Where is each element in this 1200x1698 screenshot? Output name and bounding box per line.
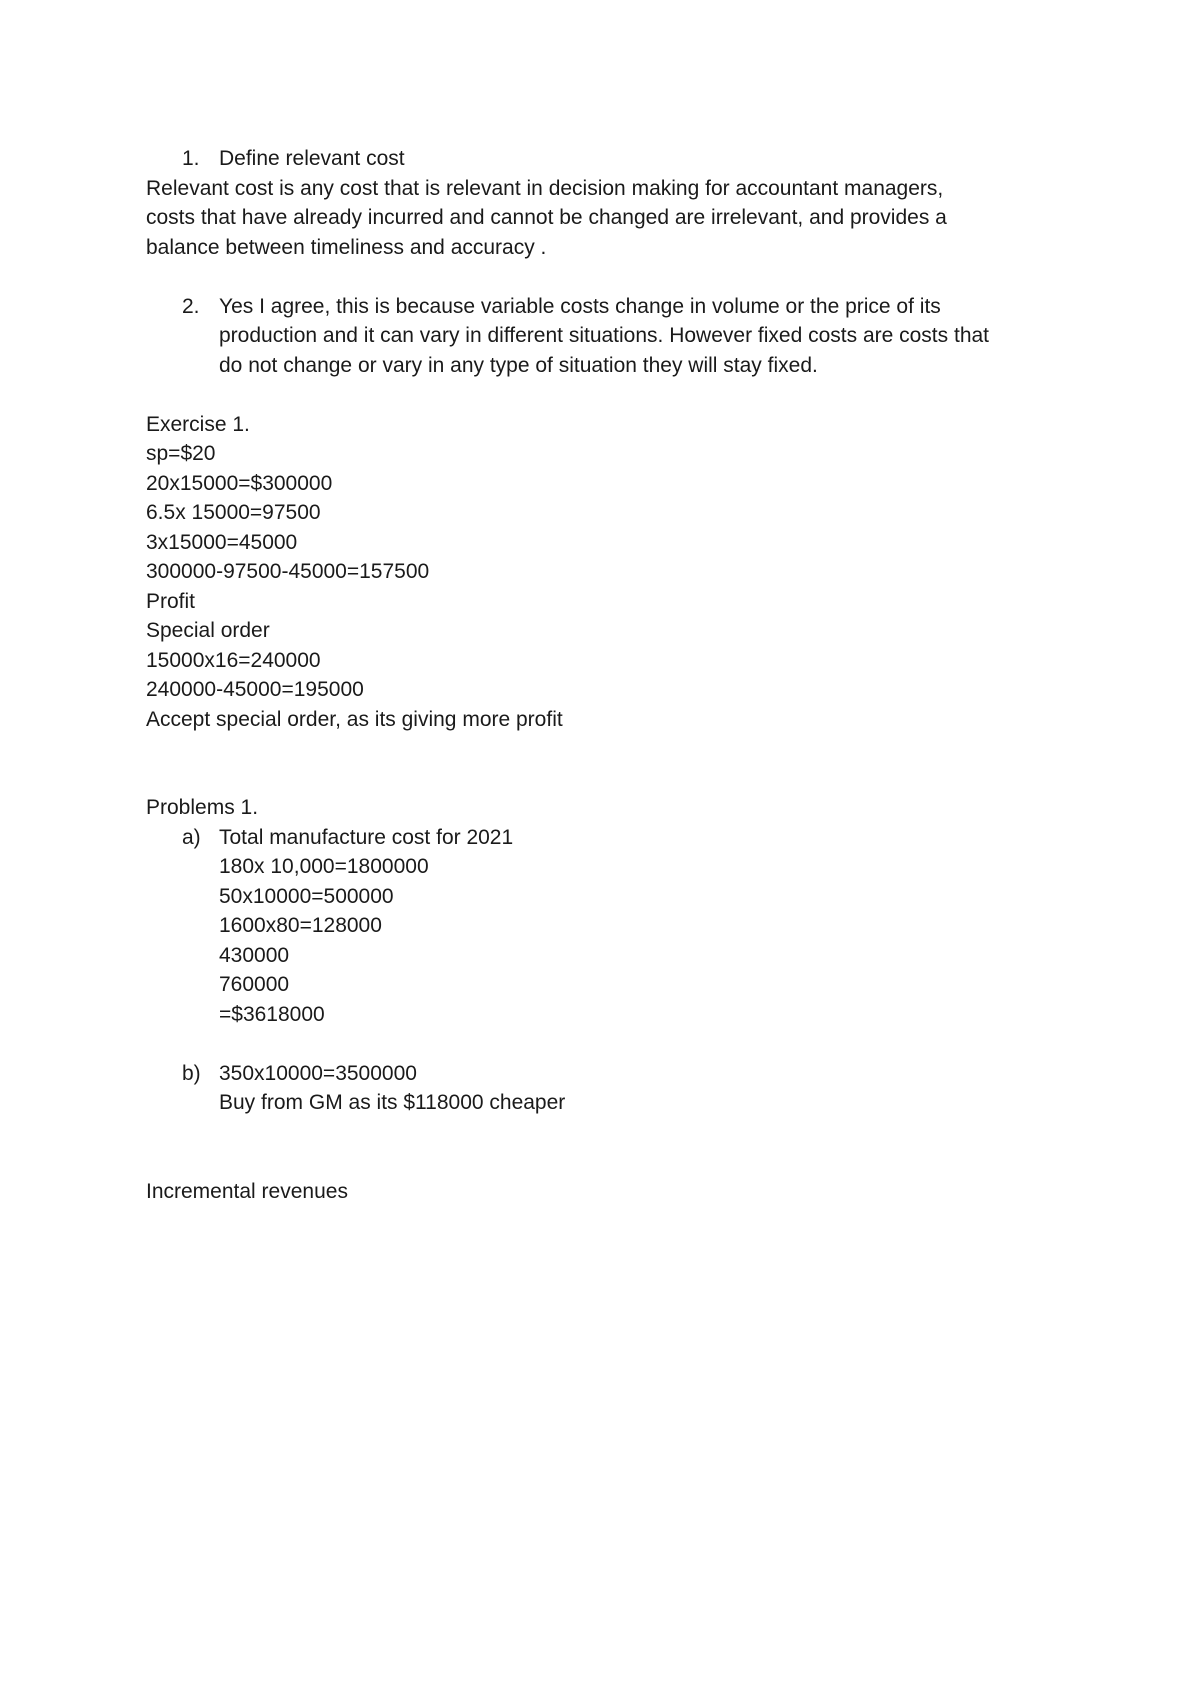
- question-2-answer: Yes I agree, this is because variable costs change in volume or the price of its production and it can vary in different situations. However fixed costs are costs that do not change or vary in any type of situation they will stay fixed.: [219, 294, 990, 377]
- problem-a-line: 180x 10,000=1800000: [219, 855, 429, 878]
- exercise-1-title: Exercise 1.: [146, 412, 250, 436]
- exercise-line: 240000-45000=195000: [146, 678, 364, 701]
- problem-a-line: 1600x80=128000: [219, 914, 382, 937]
- exercise-1: [146, 410, 1076, 735]
- list-marker: b): [182, 1061, 201, 1085]
- exercise-line: Profit: [146, 589, 196, 613]
- exercise-line: Special order: [146, 619, 270, 642]
- list-marker: 2.: [182, 294, 200, 318]
- problem-a-heading: Total manufacture cost for 2021: [219, 825, 514, 849]
- list-marker: 1.: [182, 147, 200, 170]
- question-1: [146, 144, 1076, 174]
- problems-1-title: Problems 1.: [146, 796, 259, 819]
- problems-1: [146, 793, 1076, 1118]
- problem-a-line: 50x10000=500000: [219, 884, 394, 908]
- problem-part-a: [146, 823, 1076, 1030]
- problem-b-conclusion: Buy from GM as its $118000 cheaper: [219, 1091, 566, 1114]
- list-marker: a): [182, 825, 201, 849]
- document-page: [146, 144, 1076, 1206]
- question-1-heading: Define relevant cost: [219, 147, 405, 170]
- exercise-conclusion: Accept special order, as its giving more profit: [146, 707, 563, 731]
- problem-a-total: =$3618000: [219, 1002, 325, 1026]
- problem-a-line: 760000: [219, 973, 290, 996]
- exercise-line: sp=$20: [146, 442, 216, 465]
- exercise-line: 15000x16=240000: [146, 648, 321, 672]
- problem-b-line: 350x10000=3500000: [219, 1061, 417, 1085]
- exercise-line: 3x15000=45000: [146, 530, 298, 554]
- exercise-line: 6.5x 15000=97500: [146, 501, 321, 524]
- question-2: [146, 292, 1076, 381]
- question-1-answer: Relevant cost is any cost that is relevant in decision making for accountant managers, costs that have already incurred and cannot be changed are irrelevant, and provides a balance between timeliness and accuracy .: [146, 176, 947, 259]
- exercise-line: 300000-97500-45000=157500: [146, 560, 430, 583]
- problem-a-line: 430000: [219, 943, 290, 967]
- exercise-line: 20x15000=$300000: [146, 471, 333, 495]
- problem-part-b: [146, 1059, 1076, 1118]
- incremental-revenues-heading: Incremental revenues: [146, 1179, 348, 1203]
